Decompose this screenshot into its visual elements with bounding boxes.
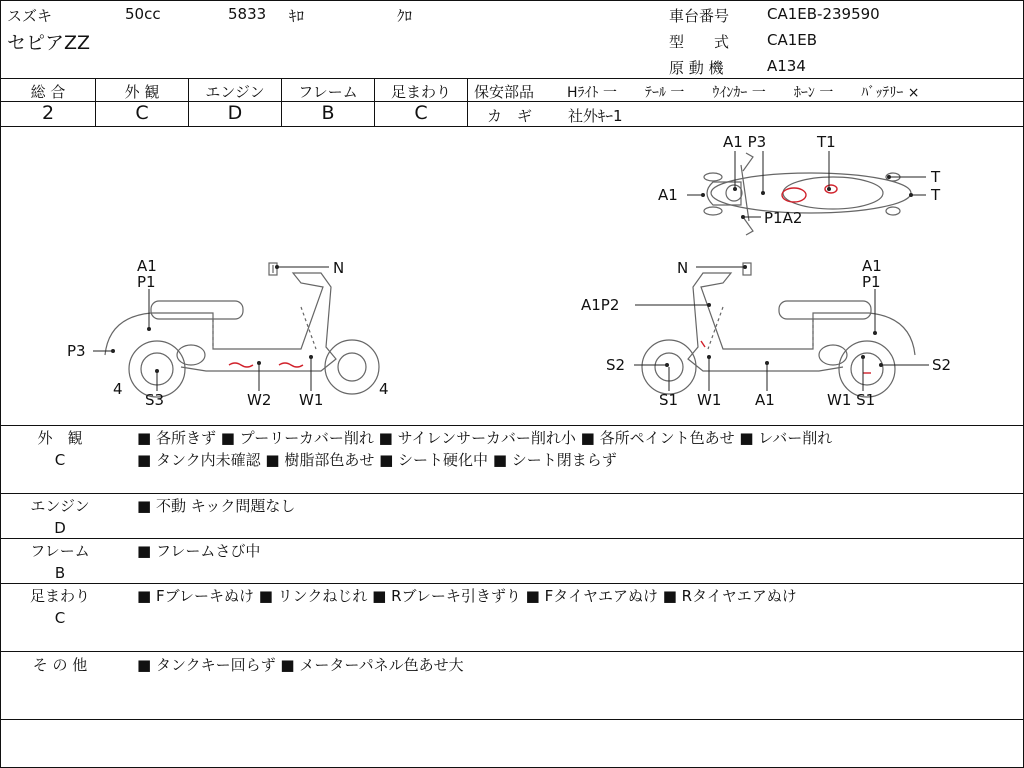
label-right-a1: A1 [862,257,882,275]
label-top-p1a2: P1A2 [764,209,803,227]
engine-value: A134 [767,57,806,75]
label-left-n: N [333,259,345,277]
label-right-s1a: S1 [659,391,679,409]
frame-no: CA1EB-239590 [767,5,880,23]
color: ｸﾛ [397,7,413,25]
grade-label-exterior: 外 観 [124,83,160,101]
label-top-t-a: T [931,168,941,186]
type-label: 型 式 [669,33,730,51]
remark-items-engine: ■ 不動 キック問題なし [137,497,296,515]
remark-title-exterior: 外 観 C [37,429,83,469]
remark-title-suspension: 足まわり C [29,587,90,627]
label-left-p3: P3 [67,342,86,360]
key-label: カ ギ [487,107,533,125]
type-value: CA1EB [767,31,818,49]
label-right-s2b: S2 [932,356,952,374]
label-top-a1p3: A1 P3 [723,133,767,151]
label-left-a1: A1 [137,257,157,275]
label-top-t1: T1 [817,133,836,151]
frame-no-label: 車台番号 [669,7,730,25]
label-left-4b: 4 [379,380,389,398]
label-right-s2a: S2 [606,356,626,374]
label-right-p1: P1 [862,273,881,291]
grade-label-overall: 総 合 [30,83,66,101]
label-right-w1s1: W1 S1 [827,391,876,409]
label-right-a1b: A1 [755,391,775,409]
key-value: 社外ｷｰ1 [568,107,623,125]
grade-engine: D [227,102,243,124]
label-left-p1: P1 [137,273,156,291]
model-name: セピアZZ [7,32,91,54]
label-left-w1: W1 [299,391,324,409]
mileage-unit: ｷﾛ [289,7,305,25]
grade-frame: B [321,102,335,124]
remark-items-suspension: ■ Fブレーキぬけ ■ リンクねじれ ■ Rブレーキ引きずり ■ Fタイヤエアぬけ ■ Rタイヤエアぬけ [137,587,797,605]
safety-label: 保安部品 [474,83,535,101]
remark-items-other: ■ タンクキー回らず ■ メーターパネル色あせ大 [137,656,464,674]
label-right-a1p2: A1P2 [581,296,620,314]
grade-exterior: C [135,102,149,124]
grade-label-frame: フレーム [298,83,358,101]
safety-items: Hﾗｲﾄ 一 ﾃｰﾙ 一 ｳｲﾝｶｰ 一 ﾎｰﾝ 一 ﾊﾞｯﾃﾘｰ × [567,85,920,101]
label-left-w2: W2 [247,391,272,409]
remark-title-frame: フレーム B [30,542,90,582]
label-top-t-b: T [931,186,941,204]
label-right-n: N [677,259,689,277]
remark-items-frame: ■ フレームさび中 [137,542,261,560]
engine-label: 原 動 機 [669,59,724,77]
grade-label-engine: エンジン [205,83,265,101]
grade-suspension: C [414,102,428,124]
displacement: 50cc [125,5,161,23]
grade-label-suspension: 足まわり [390,83,451,101]
label-left-4a: 4 [113,380,123,398]
remark-items-exterior: ■ 各所きず ■ プーリーカバー削れ ■ サイレンサーカバー削れ小 ■ 各所ペイント色あせ ■ レバー削れ ■ タンク内未確認 ■ 樹脂部色あせ ■ シート硬化中 ■ シート閉まらず [137,429,833,469]
remark-title-engine: エンジン D [30,497,90,537]
label-right-w1a: W1 [697,391,722,409]
scooter-diagram [1,127,1023,425]
label-left-s3: S3 [145,391,165,409]
maker: スズキ [7,7,53,25]
grade-overall: 2 [41,102,55,124]
label-top-a1: A1 [658,186,678,204]
mileage: 5833 [228,5,267,23]
remark-title-other: そ の 他 [32,656,88,674]
